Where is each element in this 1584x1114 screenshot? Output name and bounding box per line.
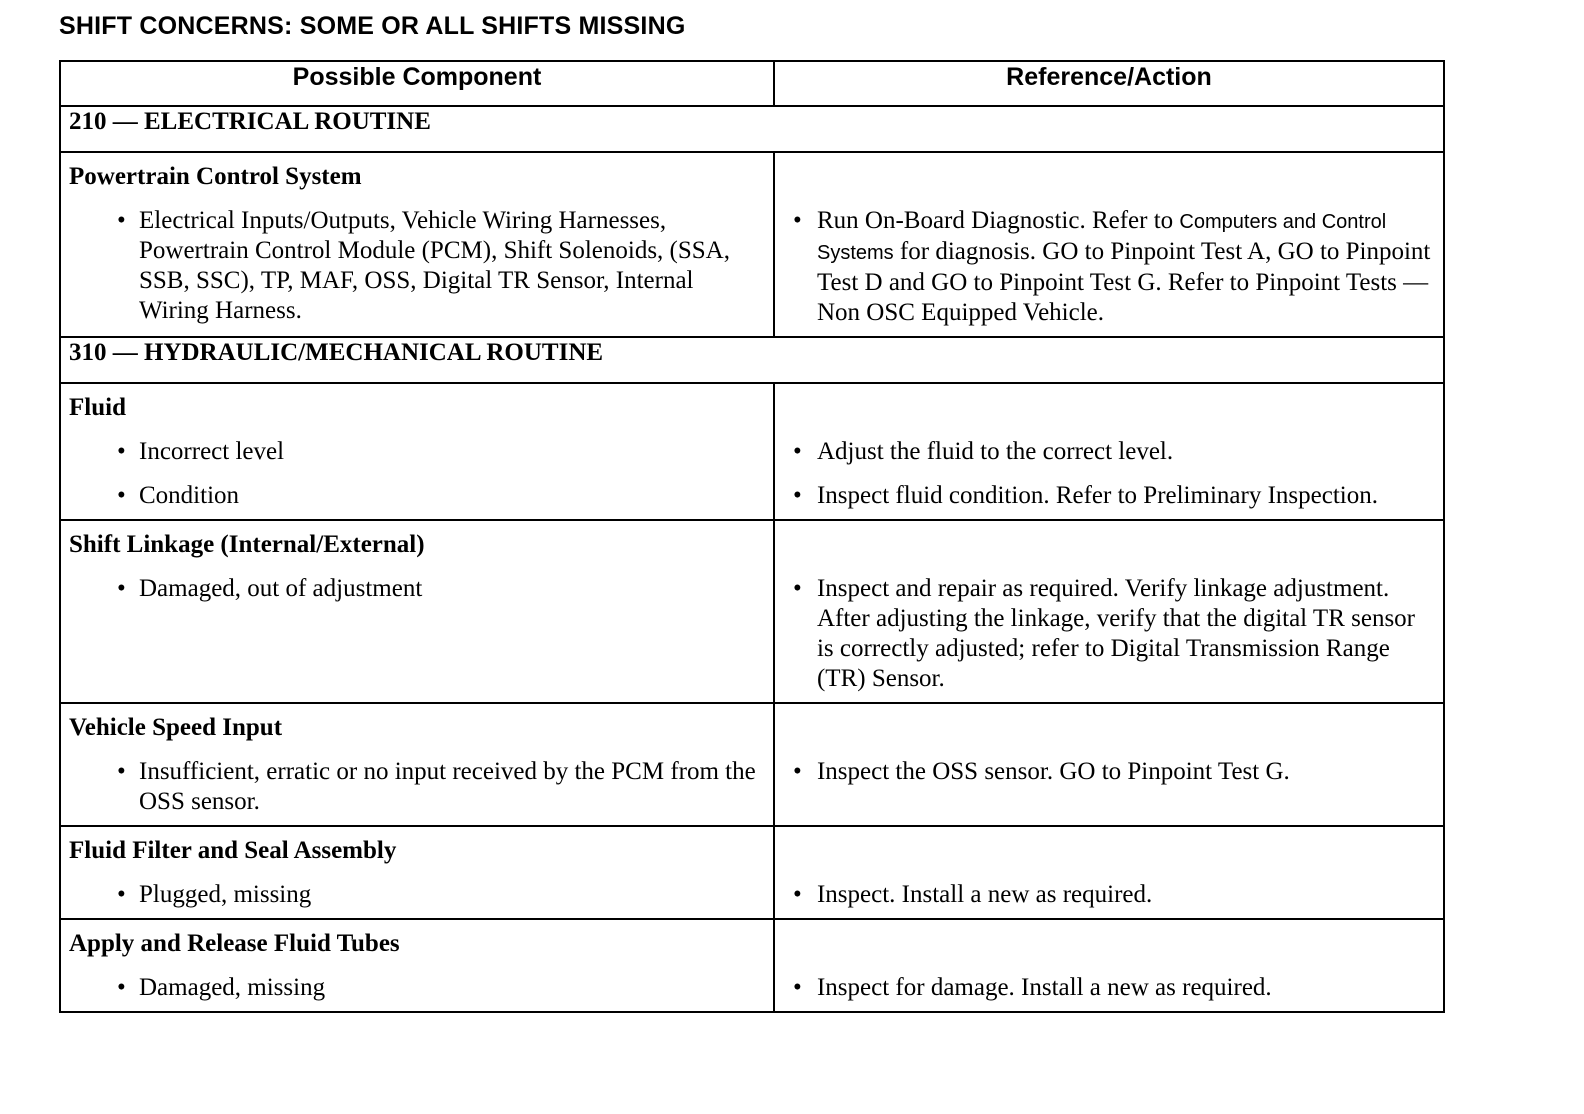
table-row: [60, 152, 1444, 337]
component-item-list: [69, 574, 765, 604]
component-cell: [60, 826, 774, 919]
table-row: [60, 703, 1444, 826]
table-row: [60, 520, 1444, 703]
list-item: • Damaged, out of adjustment: [69, 574, 765, 604]
table-header-row: [60, 61, 1444, 106]
component-cell: [60, 520, 774, 703]
list-item: • Electrical Inputs/Outputs, Vehicle Wiring Harnesses, Powertrain Control Module (PCM), Shift Solenoids, (SSA, SSB, SSC), TP, MAF, OSS, Digital TR Sensor, Internal Wiring Harness.: [69, 206, 765, 326]
action-text: Run On-Board Diagnostic. Refer to: [816, 207, 1180, 234]
section-heading-electrical: 210 — ELECTRICAL ROUTINE: [60, 106, 1444, 152]
reference-link: Computers and Control Systems: [816, 211, 1387, 264]
list-item: • Damaged, missing: [69, 973, 765, 1003]
action-cell: [774, 152, 1444, 337]
list-item: • Inspect and repair as required. Verify linkage adjustment. After adjusting the linkage, verify that the digital TR sensor is correctly adjusted; refer to Digital Transmission Range (TR) Sensor.: [789, 574, 1435, 694]
component-item-list: [69, 206, 765, 326]
list-item: • Condition: [69, 481, 765, 511]
action-item-list: [789, 574, 1435, 694]
component-name: Apply and Release Fluid Tubes: [69, 930, 400, 957]
list-item: • Inspect fluid condition. Refer to Preliminary Inspection.: [789, 481, 1435, 511]
list-item: • Insufficient, erratic or no input received by the PCM from the OSS sensor.: [69, 757, 765, 817]
list-item: • Plugged, missing: [69, 880, 765, 910]
component-item-list: [69, 437, 765, 511]
action-cell: [774, 520, 1444, 703]
action-item-list: [789, 757, 1435, 787]
action-item-list: [789, 973, 1435, 1003]
list-item: • Inspect for damage. Install a new as required.: [789, 973, 1435, 1003]
action-text: for diagnosis. GO to Pinpoint Test A, GO to Pinpoint Test D and GO to Pinpoint Test G. Refer to Pinpoint Tests — Non OSC Equipped Vehicle.: [816, 238, 1431, 326]
component-name: Fluid Filter and Seal Assembly: [69, 837, 397, 864]
list-item: • Incorrect level: [69, 437, 765, 467]
section-heading-hydraulic: 310 — HYDRAULIC/MECHANICAL ROUTINE: [60, 337, 1444, 383]
component-item-list: [69, 973, 765, 1003]
diagnosis-table: [59, 60, 1445, 1013]
column-header-component: Possible Component: [60, 61, 774, 106]
page-title: SHIFT CONCERNS: SOME OR ALL SHIFTS MISSING: [59, 12, 686, 40]
table-row: [60, 919, 1444, 1012]
component-item-list: [69, 880, 765, 910]
action-item-list: [789, 437, 1435, 511]
component-cell: [60, 919, 774, 1012]
component-cell: [60, 152, 774, 337]
table-row: [60, 826, 1444, 919]
component-cell: [60, 383, 774, 520]
table-row: [60, 383, 1444, 520]
component-name: Powertrain Control System: [69, 163, 362, 190]
action-item-list: [789, 880, 1435, 910]
action-item-list: [789, 206, 1435, 328]
column-header-action: Reference/Action: [774, 61, 1444, 106]
component-name: Shift Linkage (Internal/External): [69, 531, 425, 558]
section-row: [60, 337, 1444, 383]
component-item-list: [69, 757, 765, 817]
action-cell: [774, 703, 1444, 826]
section-row: [60, 106, 1444, 152]
component-name: Vehicle Speed Input: [69, 714, 283, 741]
list-item: • Inspect. Install a new as required.: [789, 880, 1435, 910]
action-cell: [774, 826, 1444, 919]
action-cell: [774, 919, 1444, 1012]
component-cell: [60, 703, 774, 826]
component-name: Fluid: [69, 394, 126, 421]
list-item: • Inspect the OSS sensor. GO to Pinpoint Test G.: [789, 757, 1435, 787]
list-item: [789, 206, 1435, 328]
action-cell: [774, 383, 1444, 520]
list-item: • Adjust the fluid to the correct level.: [789, 437, 1435, 467]
